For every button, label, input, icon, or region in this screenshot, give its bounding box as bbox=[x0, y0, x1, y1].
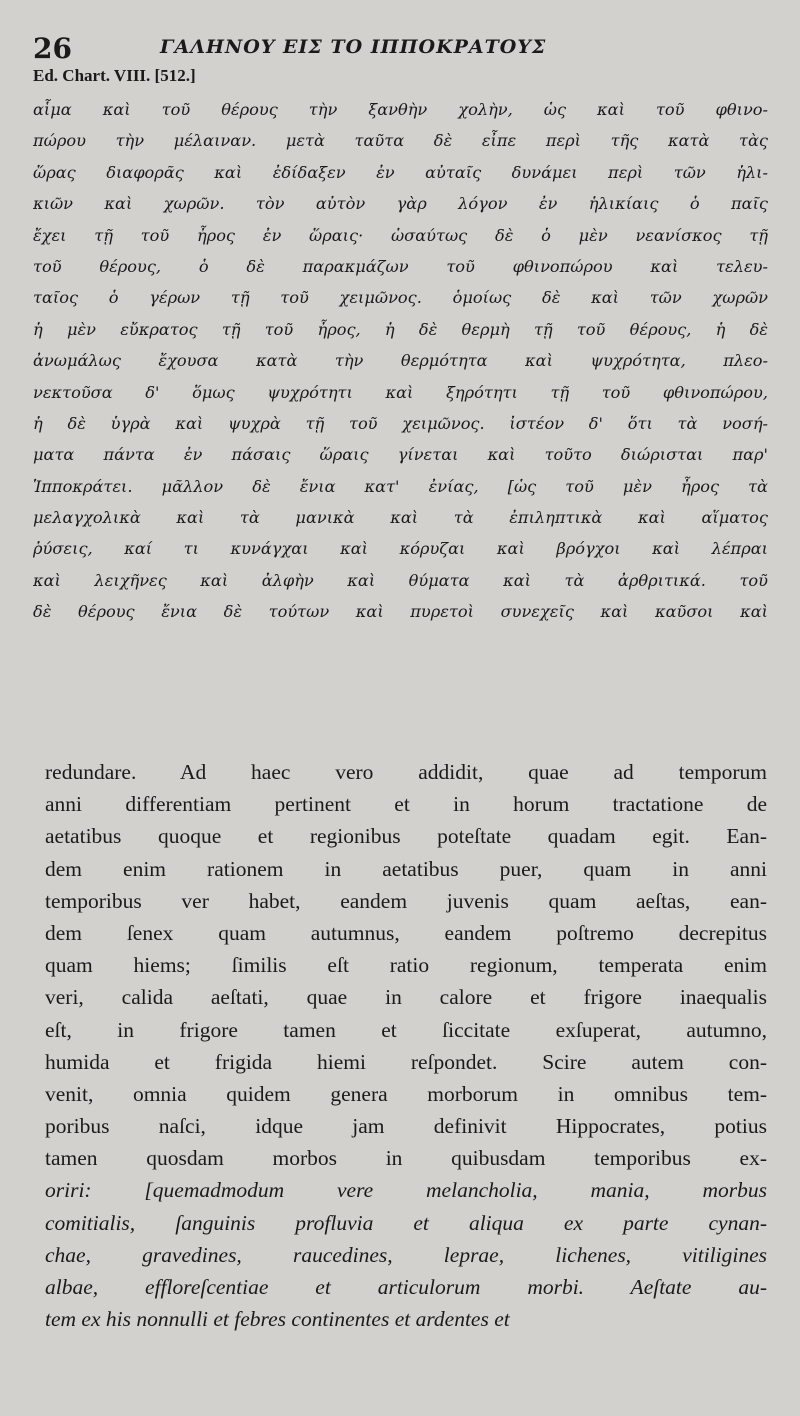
greek-text-line: ἡ δὲ ὑγρὰ καὶ ψυχρὰ τῇ τοῦ χειμῶνος. ἰστέον δ' ὅτι τὰ νοσή- bbox=[33, 413, 768, 433]
greek-text-line: τοῦ θέρους, ὁ δὲ παρακμάζων τοῦ φθινοπώρου καὶ τελευ- bbox=[33, 256, 768, 276]
latin-text-line: dem enim rationem in aetatibus puer, quam in anni bbox=[45, 856, 767, 881]
greek-text-line: ῥύσεις, καί τι κυνάγχαι καὶ κόρυζαι καὶ βρόγχοι καὶ λέπραι bbox=[33, 539, 768, 559]
latin-text-line: tem ex his nonnulli et febres continentes et ardentes et bbox=[45, 1307, 510, 1332]
latin-text-line: venit, omnia quidem genera morborum in omnibus tem- bbox=[45, 1081, 767, 1106]
greek-text-line: ματα πάντα ἐν πάσαις ὥραις γίνεται καὶ τοῦτο διώρισται παρ' bbox=[33, 445, 768, 465]
latin-text-line: humida et frigida hiemi reſpondet. Scire autem con- bbox=[45, 1049, 767, 1074]
latin-text-line: anni differentiam pertinent et in horum tractatione de bbox=[45, 792, 767, 817]
latin-text-line: aetatibus quoque et regionibus poteſtate quadam egit. Ean- bbox=[45, 824, 767, 849]
edition-reference: Ed. Chart. VIII. [512.] bbox=[33, 66, 196, 85]
greek-text-line: ἔχει τῇ τοῦ ἦρος ἐν ὥραις· ὡσαύτως δὲ ὁ μὲν νεανίσκος τῇ bbox=[33, 225, 768, 245]
latin-text-line: chae, gravedines, raucedines, leprae, lichenes, vitiligines bbox=[45, 1242, 767, 1267]
greek-text-line: ἡ μὲν εὔκρατος τῇ τοῦ ἦρος, ἡ δὲ θερμὴ τῇ τοῦ θέρους, ἡ δὲ bbox=[33, 319, 768, 339]
latin-text-line: albae, effloreſcentiae et articulorum morbi. Aeſtate au- bbox=[45, 1275, 767, 1299]
latin-text-block bbox=[45, 756, 767, 1335]
latin-text-line: redundare. Ad haec vero addidit, quae ad temporum bbox=[45, 760, 767, 784]
latin-text-line: tamen quosdam morbos in quibusdam temporibus ex- bbox=[45, 1146, 767, 1171]
greek-text-line: νεκτοῦσα δ' ὅμως ψυχρότητι καὶ ξηρότητι τῇ τοῦ φθινοπώρου, bbox=[33, 382, 768, 402]
latin-text-line: poribus naſci, idque jam definivit Hippocrates, potius bbox=[45, 1114, 767, 1139]
greek-text-line: δὲ θέρους ἔνια δὲ τούτων καὶ πυρετοὶ συνεχεῖς καὶ καῦσοι καὶ bbox=[33, 602, 768, 622]
greek-text-line: αἷμα καὶ τοῦ θέρους τὴν ξανθὴν χολὴν, ὡς καὶ τοῦ φθινο- bbox=[33, 100, 768, 119]
greek-text-line: ὥρας διαφορᾶς καὶ ἐδίδαξεν ἐν αὐταῖς δυνάμει περὶ τῶν ἡλι- bbox=[33, 162, 768, 182]
latin-text-line: quam hiems; ſimilis eſt ratio regionum, temperata enim bbox=[45, 953, 767, 978]
latin-text-line: comitialis, ſanguinis profluvia et aliqua ex parte cynan- bbox=[45, 1210, 767, 1235]
greek-text-line: μελαγχολικὰ καὶ τὰ μανικὰ καὶ τὰ ἐπιληπτικὰ καὶ αἵματος bbox=[33, 508, 768, 528]
greek-text-line: κιῶν καὶ χωρῶν. τὸν αὐτὸν γὰρ λόγον ἐν ἡλικίαις ὁ παῖς bbox=[33, 194, 768, 214]
latin-text-line: eſt, in frigore tamen et ſiccitate exſuperat, autumno, bbox=[45, 1017, 767, 1042]
greek-text-line: ταῖος ὁ γέρων τῇ τοῦ χειμῶνος. ὁμοίως δὲ καὶ τῶν χωρῶν bbox=[33, 288, 768, 308]
greek-text-line: Ἱπποκράτει. μᾶλλον δὲ ἔνια κατ' ἐνίας, [ὡς τοῦ μὲν ἦρος τὰ bbox=[33, 476, 768, 496]
greek-text-line: πώρου τὴν μέλαιναν. μετὰ ταῦτα δὲ εἶπε περὶ τῆς κατὰ τὰς bbox=[33, 131, 768, 151]
latin-text-line: dem ſenex quam autumnus, eandem poſtremo decrepitus bbox=[45, 920, 767, 945]
latin-text-line: veri, calida aeſtati, quae in calore et frigore inaequalis bbox=[45, 985, 767, 1010]
latin-text-line: temporibus ver habet, eandem juvenis quam aeſtas, ean- bbox=[45, 888, 767, 913]
running-head: ΓΑΛΗΝΟΥ ΕΙΣ ΤΟ ΙΠΠΟΚΡΑΤΟΥΣ bbox=[160, 36, 547, 58]
page-number: 26 bbox=[33, 32, 72, 65]
latin-text-line: oriri: [quemadmodum vere melancholia, mania, morbus bbox=[45, 1178, 767, 1203]
greek-text-block bbox=[33, 94, 768, 628]
greek-text-line: ἀνωμάλως ἔχουσα κατὰ τὴν θερμότητα καὶ ψυχρότητα, πλεο- bbox=[33, 351, 768, 371]
greek-text-line: καὶ λειχῆνες καὶ ἀλφὴν καὶ θύματα καὶ τὰ ἀρθριτικά. τοῦ bbox=[33, 570, 768, 590]
page-header bbox=[0, 30, 800, 70]
